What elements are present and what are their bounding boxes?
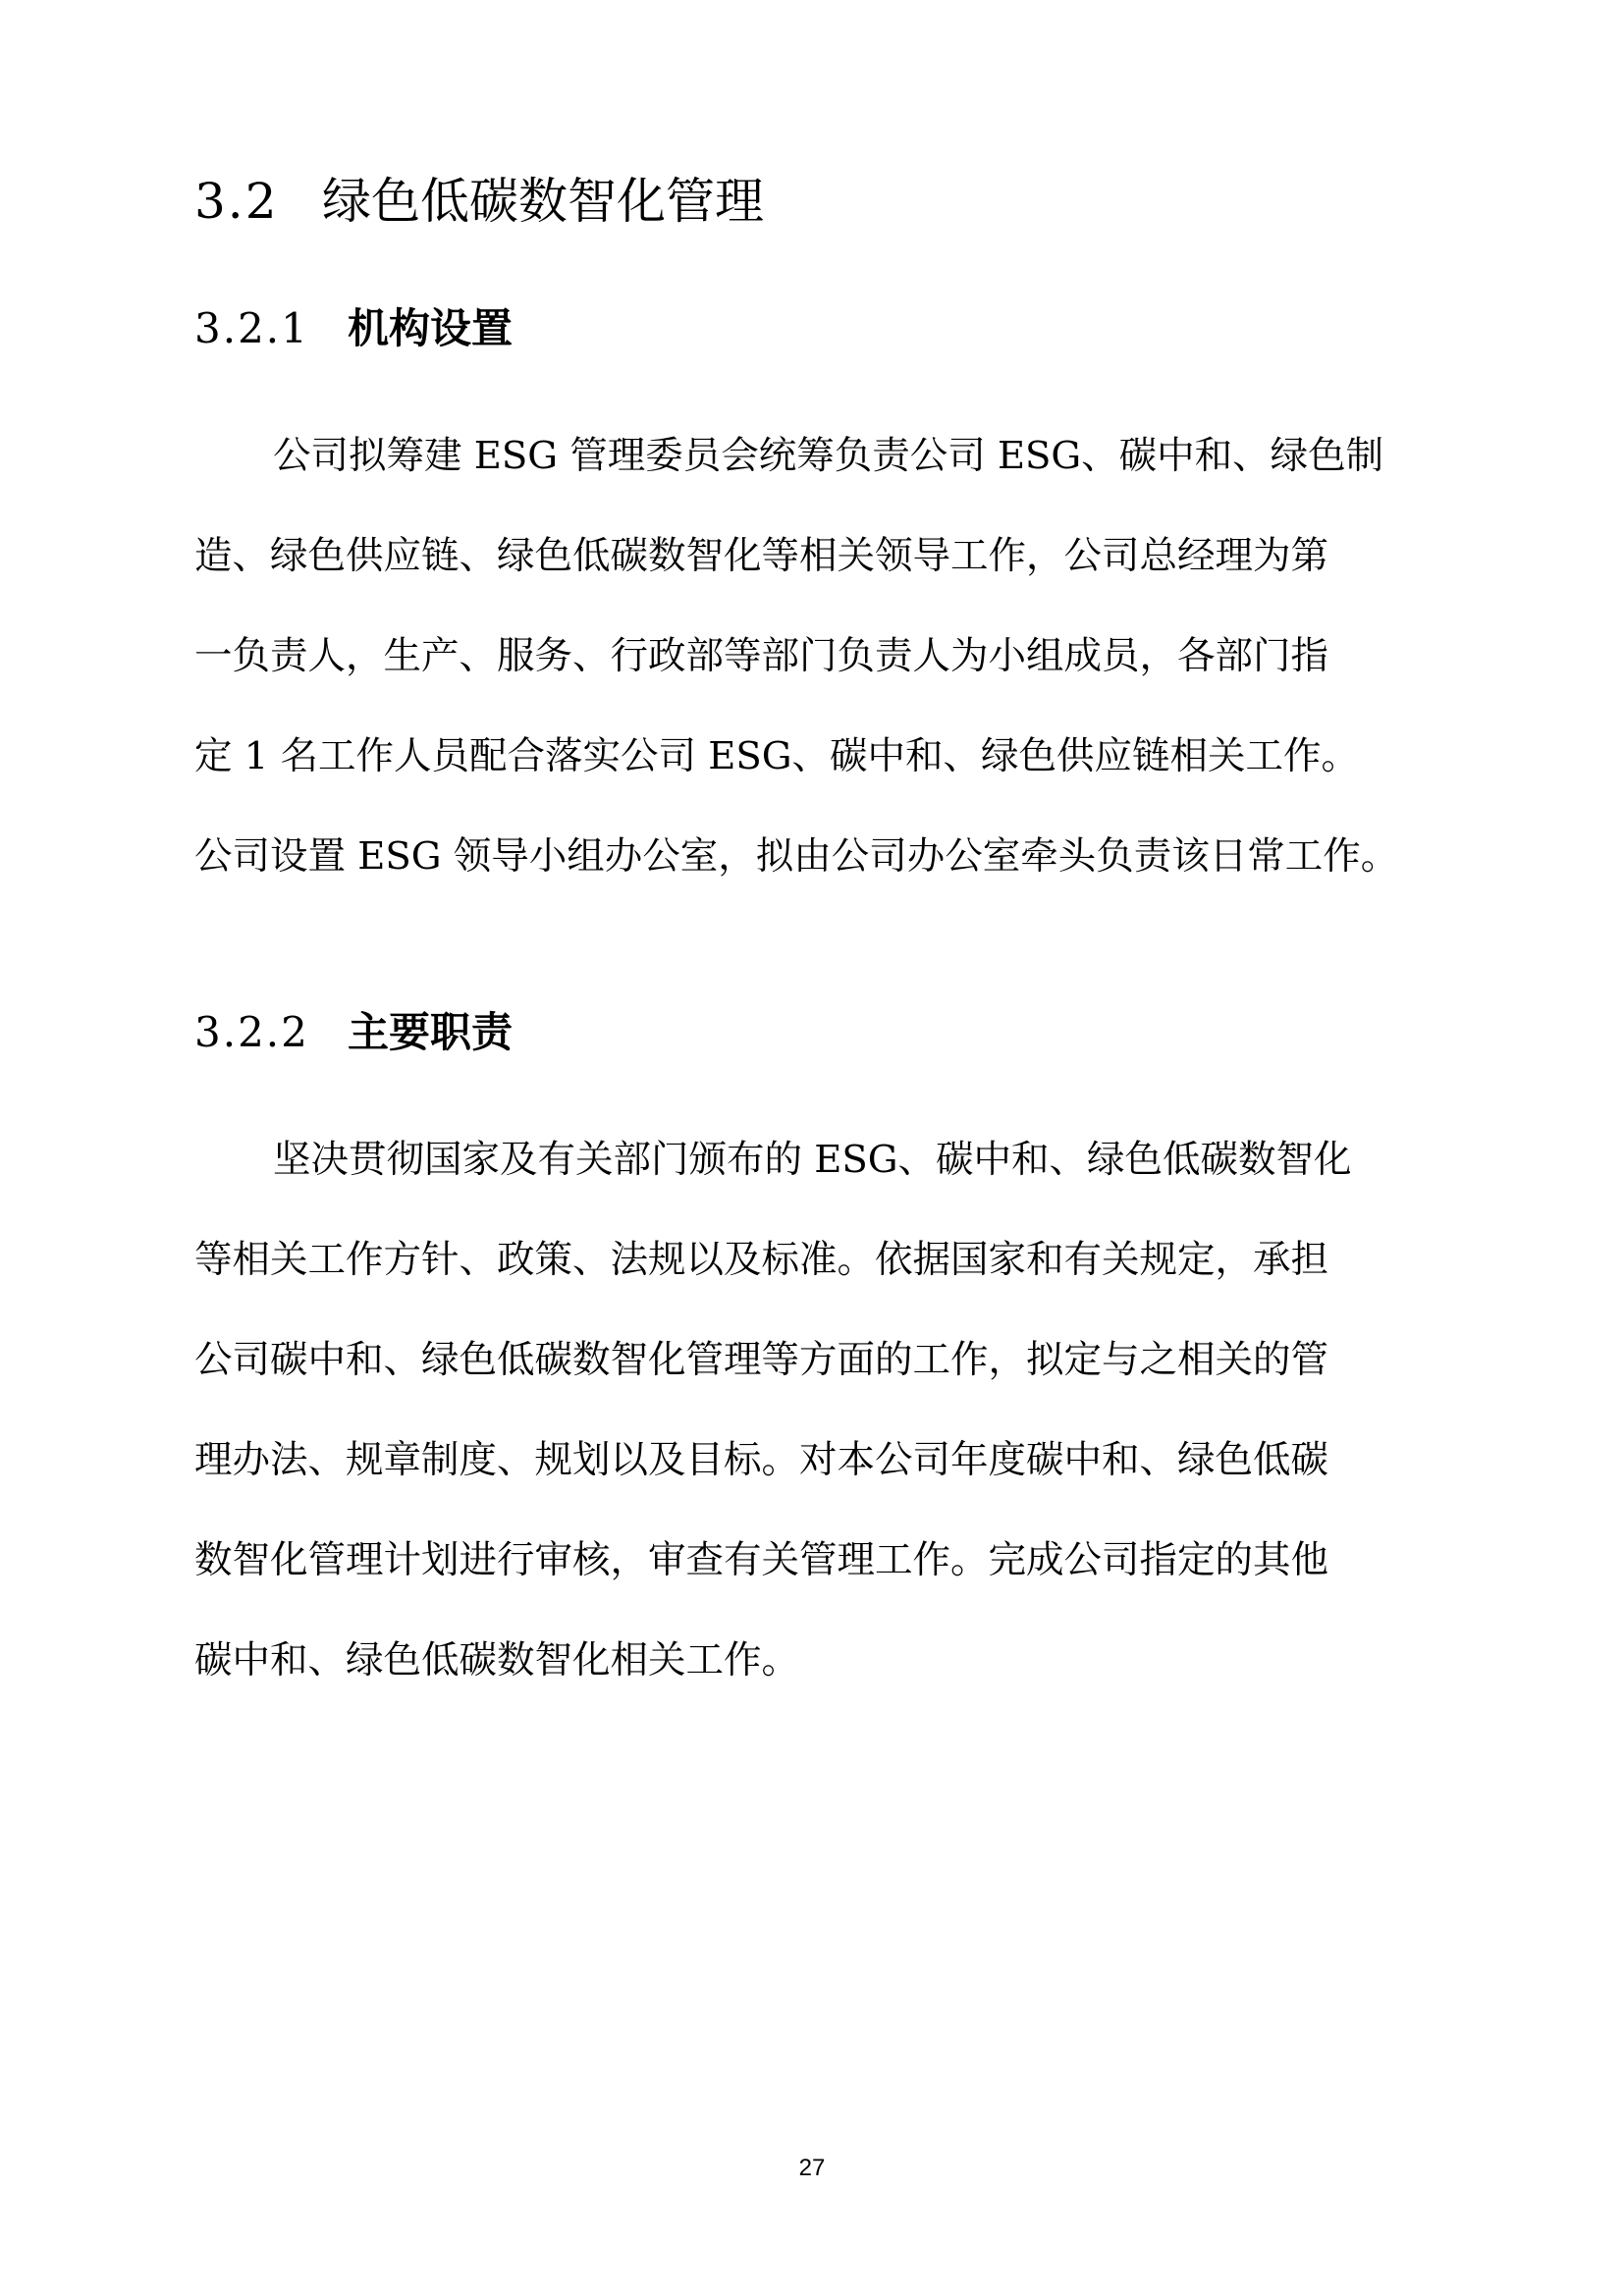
subsection-heading-2	[194, 1003, 513, 1062]
paragraph-line: 数智化管理计划进行审核，审查有关管理工作。完成公司指定的其他	[194, 1538, 1329, 1582]
paragraph-line: 碳中和、绿色低碳数智化相关工作。	[194, 1638, 800, 1682]
subsection-title: 主要职责	[348, 1008, 514, 1056]
subsection-title: 机构设置	[348, 304, 514, 352]
subsection-number: 3.2.1	[194, 304, 309, 352]
paragraph-line: 一负责人，生产、服务、行政部等部门负责人为小组成员，各部门指	[194, 634, 1329, 678]
subsection-number: 3.2.2	[194, 1008, 309, 1056]
section-title: 绿色低碳数智化管理	[322, 173, 764, 230]
paragraph-line: 公司碳中和、绿色低碳数智化管理等方面的工作，拟定与之相关的管	[194, 1338, 1329, 1382]
page-number: 27	[798, 2155, 826, 2181]
paragraph-line: 理办法、规章制度、规划以及目标。对本公司年度碳中和、绿色低碳	[194, 1438, 1329, 1482]
paragraph-line: 公司设置 ESG 领导小组办公室，拟由公司办公室牵头负责该日常工作。	[194, 834, 1399, 879]
paragraph-line: 等相关工作方针、政策、法规以及标准。依据国家和有关规定，承担	[194, 1238, 1329, 1282]
paragraph-line: 定 1 名工作人员配合落实公司 ESG、碳中和、绿色供应链相关工作。	[194, 734, 1359, 778]
paragraph-line: 造、绿色供应链、绿色低碳数智化等相关领导工作，公司总经理为第	[194, 534, 1329, 578]
section-heading	[194, 167, 764, 236]
section-number: 3.2	[194, 173, 279, 230]
paragraph-line: 坚决贯彻国家及有关部门颁布的 ESG、碳中和、绿色低碳数智化	[273, 1138, 1352, 1182]
paragraph-line: 公司拟筹建 ESG 管理委员会统筹负责公司 ESG、碳中和、绿色制	[273, 434, 1384, 478]
subsection-heading-1	[194, 299, 513, 358]
